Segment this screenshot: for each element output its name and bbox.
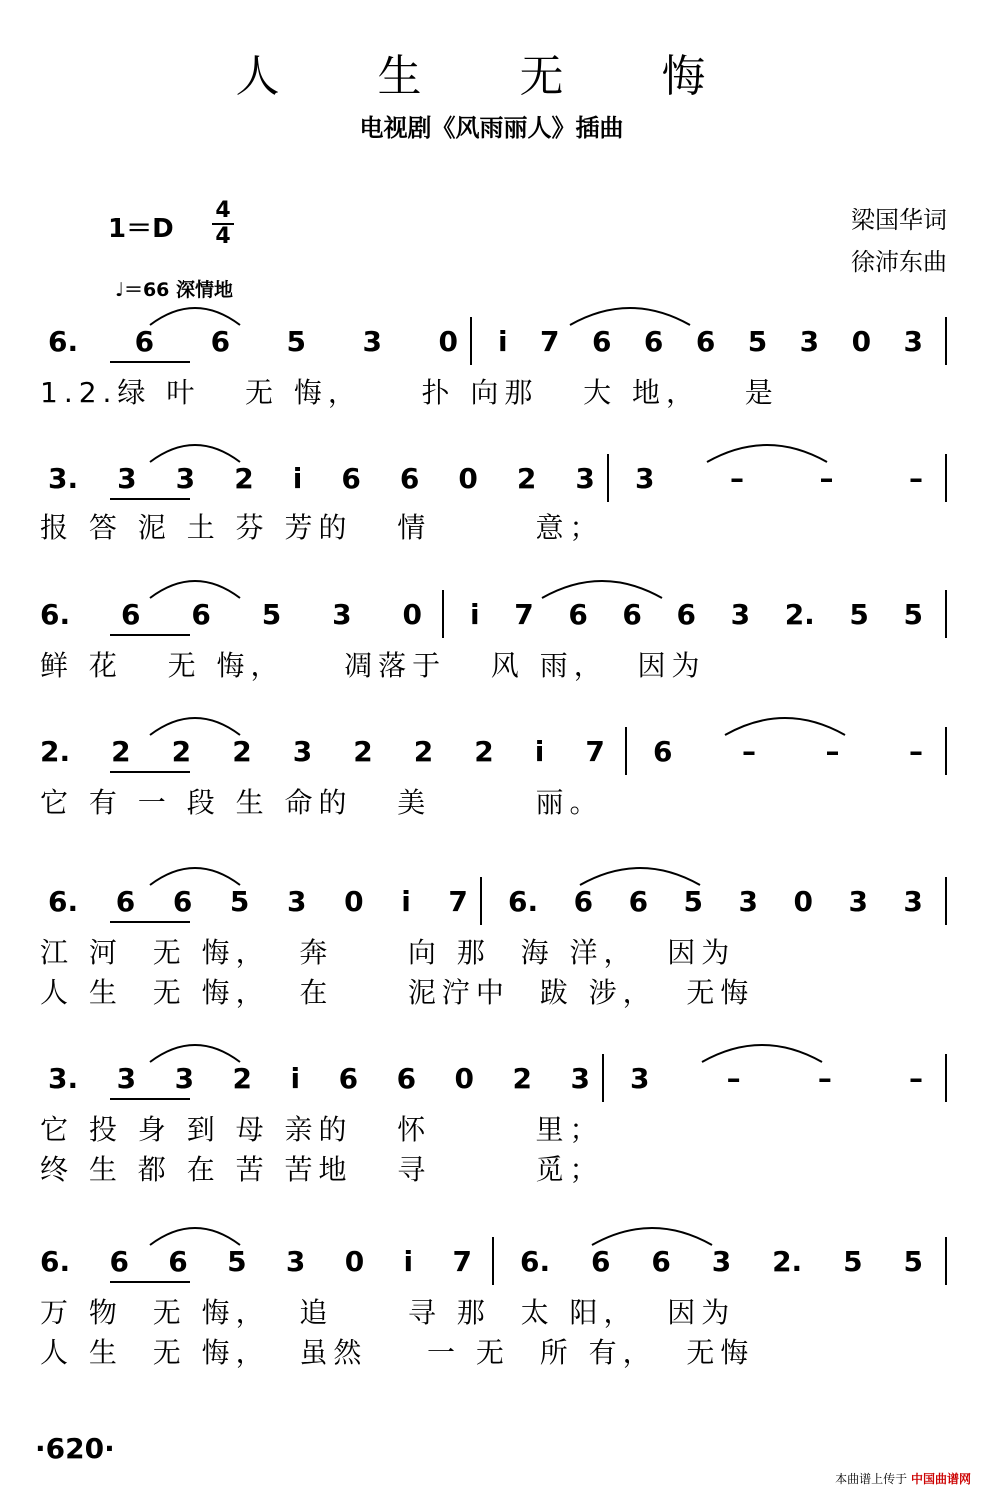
slur-arc: [150, 718, 240, 735]
page-title: 人 生 无 悔: [235, 51, 748, 102]
beam-line: [110, 921, 190, 923]
page-number: ·620·: [35, 1432, 115, 1465]
note: 6: [134, 325, 155, 358]
note: i: [470, 598, 480, 631]
note: 3: [362, 325, 382, 358]
subtitle: 电视剧《风雨丽人》插曲: [359, 114, 624, 142]
beam-line: [110, 498, 190, 500]
note: –: [825, 735, 840, 768]
note: 2: [232, 735, 252, 768]
note: 6.: [48, 325, 79, 358]
note: 2: [232, 1062, 253, 1095]
footer-upload-note: 本曲谱上传于 中国曲谱网: [835, 1472, 971, 1486]
note: –: [909, 1062, 923, 1095]
note: 0: [458, 462, 478, 495]
note: 5: [683, 885, 704, 918]
note: 3: [175, 462, 196, 495]
note: 3: [287, 885, 307, 918]
beam-line: [110, 634, 190, 636]
note: 3: [903, 885, 923, 918]
note: 3: [711, 1245, 732, 1278]
slur-arc: [580, 868, 700, 885]
note: 3: [174, 1062, 195, 1095]
note: 6.: [40, 598, 71, 631]
note: 6: [622, 598, 642, 631]
note: 2.: [40, 735, 71, 768]
beam-line: [110, 771, 190, 773]
note: 6: [210, 325, 231, 358]
note: 7: [514, 598, 534, 631]
lyric-line: 它 投 身 到 母 亲的 怀 里；: [40, 1113, 604, 1146]
lyric-line: 人 生 无 悔， 在 泥泞中 跋 涉， 无悔: [40, 976, 755, 1009]
note: 2.: [784, 598, 815, 631]
note: i: [401, 885, 411, 918]
key-signature: 1＝D: [108, 214, 174, 244]
note: 3: [630, 1062, 650, 1095]
lyric-line: 它 有 一 段 生 命的 美 丽。: [40, 786, 604, 819]
note: 6: [172, 885, 193, 918]
note: 5: [261, 598, 282, 631]
lyric-line: 鲜 花 无 悔， 凋落于 风 雨， 因为: [40, 649, 706, 682]
note: 3: [570, 1062, 590, 1095]
note: 5: [843, 1245, 863, 1278]
note: 6: [121, 598, 141, 631]
slur-arc: [150, 445, 240, 462]
note: 6: [643, 325, 664, 358]
note: 0: [438, 325, 458, 358]
note: 6: [115, 885, 136, 918]
note: 6: [628, 885, 649, 918]
note: i: [292, 462, 303, 495]
slur-arc: [570, 308, 690, 325]
note: 3.: [48, 1062, 79, 1095]
slur-arc: [542, 581, 662, 598]
slur-arc: [150, 1228, 240, 1245]
slur-arc: [725, 718, 845, 735]
note: 6: [591, 1245, 611, 1278]
note: 6.: [48, 885, 79, 918]
note: –: [908, 462, 923, 495]
slur-arc: [150, 1045, 240, 1062]
note: 2: [474, 735, 494, 768]
note: 2: [516, 462, 537, 495]
note: 6: [341, 462, 361, 495]
note: 3: [730, 598, 751, 631]
note: 6: [651, 1245, 671, 1278]
slur-arc: [150, 581, 240, 598]
lyric-line: 人 生 无 悔， 虽然 一 无 所 有， 无悔: [40, 1336, 755, 1369]
note: 0: [344, 885, 364, 918]
note: i: [403, 1245, 414, 1278]
note: 2: [353, 735, 373, 768]
beam-line: [110, 1098, 190, 1100]
note: 0: [793, 885, 813, 918]
note: i: [290, 1062, 301, 1095]
note: 7: [540, 325, 560, 358]
note: 3: [575, 462, 595, 495]
note: 5: [227, 1245, 247, 1278]
note: 3: [292, 735, 313, 768]
note: 3: [799, 325, 820, 358]
note: 3: [903, 325, 923, 358]
tempo-marking: ♩＝66 深情地: [115, 279, 234, 301]
note: 2: [171, 735, 192, 768]
note: 6: [568, 598, 588, 631]
note: 6: [676, 598, 696, 631]
note: 6: [168, 1245, 188, 1278]
note: 0: [851, 325, 872, 358]
lyric-line: 1.2.绿 叶 无 悔， 扑 向那 大 地， 是: [40, 376, 779, 409]
slur-arcs: [0, 568, 983, 608]
slur-arcs: [0, 432, 983, 472]
lyric-line: 江 河 无 悔， 奔 向 那 海 洋， 因为: [40, 936, 736, 969]
note: 6: [573, 885, 594, 918]
note: 6: [338, 1062, 359, 1095]
slur-arc: [150, 308, 240, 325]
slur-arc: [707, 445, 827, 462]
note: 6: [591, 325, 612, 358]
slur-arcs: [0, 1215, 983, 1255]
beam-line: [110, 361, 190, 363]
note: 5: [849, 598, 869, 631]
note: 0: [454, 1062, 475, 1095]
note: 3: [738, 885, 758, 918]
note: 2: [413, 735, 434, 768]
note: 7: [448, 885, 468, 918]
slur-arcs: [0, 705, 983, 745]
note: –: [908, 735, 923, 768]
note: 3: [332, 598, 352, 631]
note: 3: [635, 462, 655, 495]
note: –: [726, 1062, 741, 1095]
note: i: [534, 735, 545, 768]
note: 6.: [40, 1245, 71, 1278]
note: 6: [191, 598, 211, 631]
note: 7: [452, 1245, 472, 1278]
note: 5: [903, 598, 923, 631]
note: 2: [234, 462, 254, 495]
note: 0: [402, 598, 422, 631]
note: 3: [116, 1062, 137, 1095]
lyric-line: 万 物 无 悔， 追 寻 那 太 阳， 因为: [40, 1296, 736, 1329]
slur-arc: [702, 1045, 822, 1062]
note: –: [741, 735, 756, 768]
note: 3: [848, 885, 868, 918]
note: 6.: [520, 1245, 551, 1278]
note: 0: [344, 1245, 365, 1278]
note: 5: [903, 1245, 923, 1278]
note: 6: [653, 735, 673, 768]
lyric-line: 终 生 都 在 苦 苦地 寻 觅；: [40, 1153, 604, 1186]
note: 5: [286, 325, 307, 358]
note: 3: [285, 1245, 306, 1278]
slur-arc: [592, 1228, 712, 1245]
lyricist: 梁国华词: [851, 206, 947, 234]
note: 3: [117, 462, 137, 495]
note: 3.: [48, 462, 79, 495]
slur-arcs: [0, 295, 983, 335]
note: 2: [512, 1062, 532, 1095]
note: 7: [585, 735, 605, 768]
beam-line: [110, 1281, 190, 1283]
note: –: [819, 462, 834, 495]
note: 5: [747, 325, 768, 358]
slur-arc: [150, 868, 240, 885]
note: 6: [695, 325, 716, 358]
note: i: [498, 325, 508, 358]
note: 5: [229, 885, 250, 918]
note: –: [729, 462, 744, 495]
note: 6: [396, 1062, 417, 1095]
slur-arcs: [0, 1032, 983, 1072]
note: –: [817, 1062, 832, 1095]
lyric-line: 报 答 泥 土 芬 芳的 情 意；: [40, 511, 604, 544]
note: 6: [109, 1245, 129, 1278]
note: 2: [111, 735, 131, 768]
note: 2.: [772, 1245, 803, 1278]
time-signature: 4 4: [212, 200, 234, 248]
slur-arcs: [0, 855, 983, 895]
composer: 徐沛东曲: [851, 248, 947, 276]
note: 6: [399, 462, 420, 495]
note: 6.: [508, 885, 539, 918]
